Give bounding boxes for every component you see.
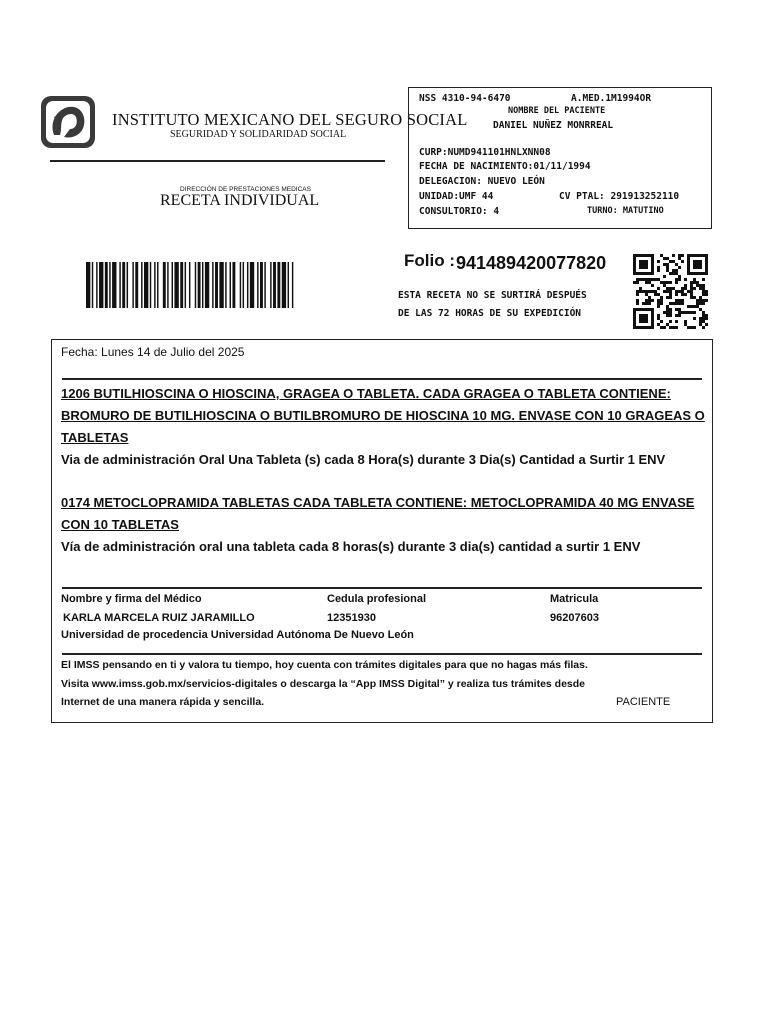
doctor-matricula: 96207603 xyxy=(550,612,599,624)
patient-nss: NSS 4310-94-6470 xyxy=(419,93,511,104)
document-type-label: RECETA INDIVIDUAL xyxy=(160,192,320,209)
institution-subtitle: SEGURIDAD Y SOLIDARIDAD SOCIAL xyxy=(170,129,347,140)
folio-label: Folio : xyxy=(404,251,455,270)
validity-warning-line1: ESTA RECETA NO SE SURTIRÁ DESPUÉS xyxy=(398,290,587,301)
patient-name-label: NOMBRE DEL PACIENTE xyxy=(508,106,606,116)
patient-turno: TURNO: MATUTINO xyxy=(587,206,664,216)
patient-birth-date: FECHA DE NACIMIENTO:01/11/1994 xyxy=(419,161,591,172)
patient-unidad: UNIDAD:UMF 44 xyxy=(419,191,494,202)
date-divider xyxy=(62,378,702,380)
footer-line1: El IMSS pensando en ti y valora tu tiempo, hoy cuenta con trámites digitales para que no hagas más filas. xyxy=(61,659,588,671)
doctor-name-label: Nombre y firma del Médico xyxy=(61,593,202,605)
cedula-label: Cedula profesional xyxy=(327,593,427,605)
patient-info-box xyxy=(408,87,712,229)
patient-amed: A.MED.1M1994OR xyxy=(571,93,652,104)
medication-1-title-line3: TABLETAS xyxy=(61,430,129,445)
patient-name: DANIEL NUÑEZ MONRREAL xyxy=(493,120,614,131)
copy-label: PACIENTE xyxy=(616,696,671,708)
patient-cv-ptal: CV PTAL: 291913252110 xyxy=(559,191,680,202)
header-divider xyxy=(50,160,385,162)
folio-number: 941489420077820 xyxy=(456,253,607,273)
medication-1-administration: Via de administración Oral Una Tableta (s) cada 8 Hora(s) durante 3 Dia(s) Cantidad a Surtir 1 ENV xyxy=(61,452,666,467)
direction-label: DIRECCIÓN DE PRESTACIONES MEDICAS xyxy=(180,186,311,193)
footer-line2: Visita www.imss.gob.mx/servicios-digitales o descarga la “App IMSS Digital” y realiza tus trámites desde xyxy=(61,678,586,690)
prescription-date: Fecha: Lunes 14 de Julio del 2025 xyxy=(61,345,245,359)
imss-eagle-logo-icon xyxy=(40,95,96,149)
barcode-icon xyxy=(86,262,366,308)
patient-delegacion: DELEGACION: NUEVO LEÓN xyxy=(419,176,545,187)
institution-title: INSTITUTO MEXICANO DEL SEGURO SOCIAL xyxy=(112,110,468,129)
footer-line3: Internet de una manera rápida y sencilla. xyxy=(61,696,265,708)
doctor-divider xyxy=(62,653,702,655)
qr-code-icon xyxy=(632,252,708,330)
patient-curp: CURP:NUMD941101HNLXNN08 xyxy=(419,147,551,158)
medication-2-title-line2: CON 10 TABLETAS xyxy=(61,517,179,532)
medication-2-administration: Vía de administración oral una tableta cada 8 horas(s) durante 3 dia(s) cantidad a surtir 1 ENV xyxy=(61,539,641,554)
medication-1-title-line1: 1206 BUTILHIOSCINA O HIOSCINA, GRAGEA O TABLETA. CADA GRAGEA O TABLETA CONTIENE: xyxy=(61,386,671,401)
medication-1-title-line2: BROMURO DE BUTILHIOSCINA O BUTILBROMURO DE HIOSCINA 10 MG. ENVASE CON 10 GRAGEAS O xyxy=(61,408,705,423)
doctor-name: KARLA MARCELA RUIZ JARAMILLO xyxy=(63,612,255,624)
validity-warning-line2: DE LAS 72 HORAS DE SU EXPEDICIÓN xyxy=(398,308,582,319)
medications-divider xyxy=(62,587,702,589)
patient-consultorio: CONSULTORIO: 4 xyxy=(419,206,500,217)
doctor-university: Universidad de procedencia Universidad Autónoma De Nuevo León xyxy=(61,629,414,641)
medication-2-title-line1: 0174 METOCLOPRAMIDA TABLETAS CADA TABLETA CONTIENE: METOCLOPRAMIDA 40 MG ENVASE xyxy=(61,495,695,510)
matricula-label: Matricula xyxy=(550,593,599,605)
doctor-cedula: 12351930 xyxy=(327,612,376,624)
